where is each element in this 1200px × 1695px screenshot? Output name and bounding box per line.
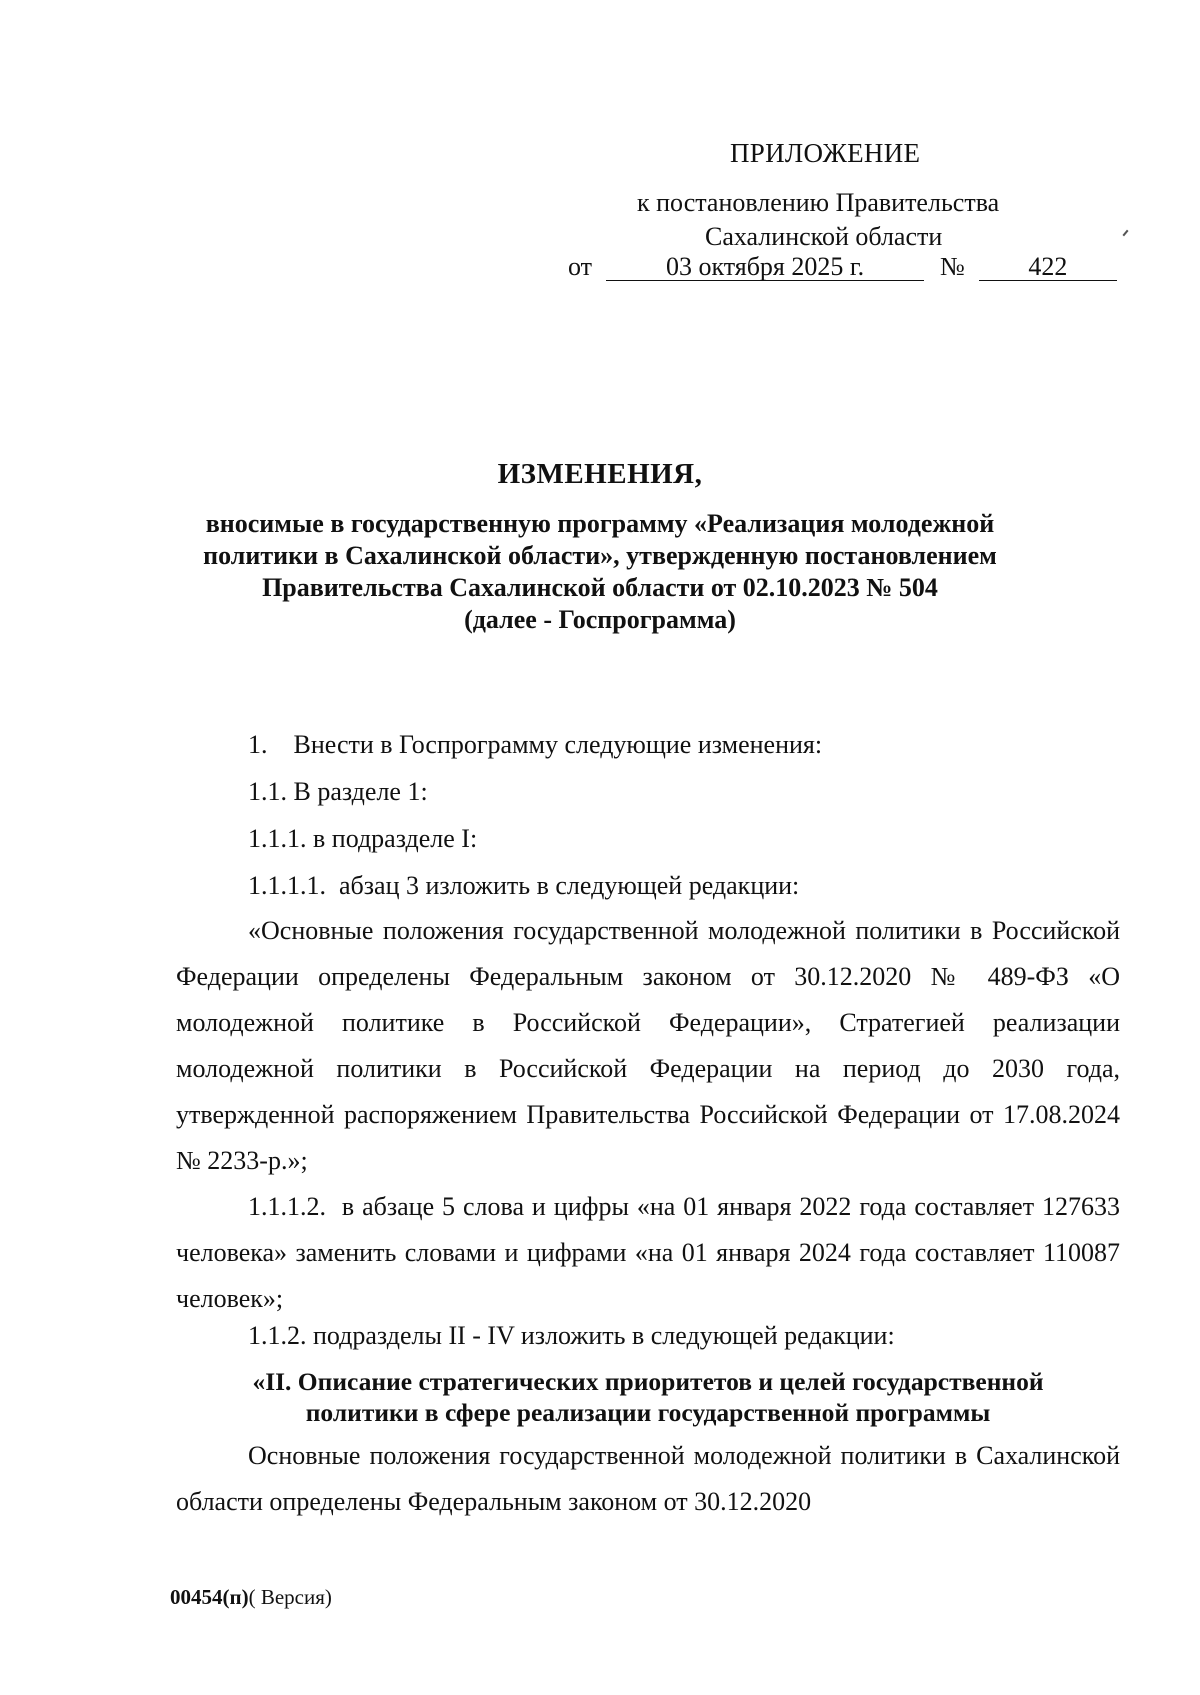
appendix-date-line (568, 252, 1117, 282)
date-prefix: от (568, 252, 593, 281)
document-subtitle (150, 508, 1050, 636)
subtitle-line: Правительства Сахалинской области от 02.10.2023 № 504 (262, 573, 938, 602)
paragraph-item-1-1-2: 1.1.2. подразделы II - IV изложить в следующей редакции: (248, 1321, 895, 1350)
appendix-region: Сахалинской области (705, 222, 943, 251)
appendix-title: ПРИЛОЖЕНИЕ (730, 138, 921, 168)
paragraph-item-1-1: 1.1. В разделе 1: (248, 777, 428, 806)
section-heading (176, 1366, 1120, 1428)
section-paragraph: Основные положения государственной молодежной политики в Сахалинской области определены Федеральным законом от 30.12.2020 (176, 1441, 1120, 1516)
subtitle-line: политики в Сахалинской области», утвержденную постановлением (203, 541, 997, 570)
subtitle-line: (далее - Госпрограмма) (464, 605, 736, 634)
footer-code (170, 1585, 332, 1610)
document-code: 00454(п) (170, 1585, 249, 1609)
document-title: ИЗМЕНЕНИЯ, (497, 458, 703, 490)
section-heading-line: политики в сфере реализации государственной программы (305, 1398, 991, 1427)
document-version: ( Версия) (248, 1585, 332, 1609)
appendix-to-decree: к постановлению Правительства (637, 188, 1000, 217)
number-sign: № (940, 252, 965, 281)
decree-number: 422 (979, 253, 1117, 281)
paragraph-item-1-1-1: 1.1.1. в подразделе I: (248, 824, 478, 853)
section-heading-line: «II. Описание стратегических приоритетов и целей государственной (252, 1367, 1044, 1396)
scan-mark (1122, 230, 1128, 237)
subtitle-line: вносимые в государственную программу «Реализация молодежной (205, 509, 995, 538)
paragraph-item-1-1-1-1: 1.1.1.1. абзац 3 изложить в следующей редакции: (248, 871, 800, 900)
paragraph-item-1: 1. Внести в Госпрограмму следующие изменения: (248, 730, 823, 759)
decree-date: 03 октября 2025 г. (606, 253, 924, 281)
paragraph-item-1-1-1-2: 1.1.1.2. в абзаце 5 слова и цифры «на 01 января 2022 года составляет 127633 человека» заменить словами и цифрами «на 01 января 2024 года составляет 110087 человек»; (176, 1192, 1127, 1313)
quoted-paragraph: «Основные положения государственной молодежной политики в Российской Федерации определены Федеральным законом от 30.12.2020 № 489-ФЗ «О молодежной политике в Российской Федерации», Стратегией реализации молодежной политики в Российской Федерации на период до 2030 года, утвержденной распоряжением Правительства Российской Федерации от 17.08.2024 № 2233-р.»; (176, 916, 1120, 1175)
